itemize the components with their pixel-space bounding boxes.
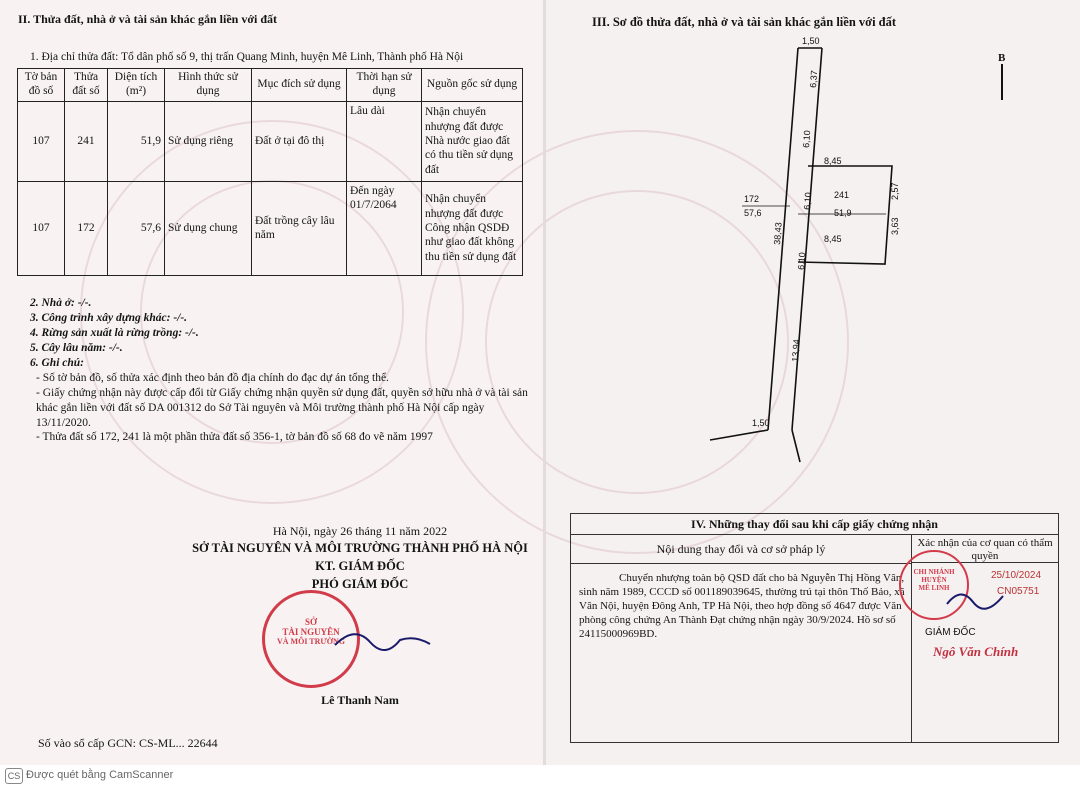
page-fold [543,0,546,765]
cell: Sử dụng riêng [165,101,252,181]
changes-col2-header: Xác nhận của cơ quan có thẩm quyền [912,535,1058,563]
label-6-10: 6,10 [801,129,813,149]
col-header: Nguồn gốc sử dụng [422,69,523,102]
stamp-text: SỞ [304,617,317,627]
cell: Nhận chuyển nhượng đất được Công nhận QSDĐ như giao đất không thu tiền sử dụng đất [422,181,523,275]
note-item: 3. Công trình xây dựng khác: -/-. [30,311,188,324]
signature [330,620,440,660]
cell: Sử dụng chung [165,181,252,275]
receipt-code: CN05751 [997,586,1040,597]
label-1-50-top: 1,50 [802,36,820,46]
label-8-45b: 8,45 [824,234,842,244]
stamp-text: TÀI NGUYÊN [282,627,340,637]
cell: Đến ngày 01/7/2064 [347,181,422,275]
stamp-text: MÊ LINH [918,584,950,592]
cell: Đất ở tại đô thị [252,101,347,181]
issue-date: Hà Nội, ngày 26 tháng 11 năm 2022 [272,524,448,538]
stamp-text: VÀ MÔI TRƯỜNG [277,637,345,646]
label-13-94: 13,94 [790,338,802,363]
north-arrow [1000,64,1004,100]
agency-name: SỞ TÀI NGUYÊN VÀ MÔI TRƯỜNG THÀNH PHỐ HÀ NỘI [192,541,528,555]
role-deputy: PHÓ GIÁM ĐỐC [311,577,409,591]
label-57-6: 57,6 [744,208,762,218]
scanner-text: Được quét bằng CamScanner [26,769,174,781]
north-arrow-label: B [998,52,1006,64]
label-6-10b: 6,10 [802,191,814,211]
changes-box [570,513,1059,743]
parcel-line [792,430,800,462]
director-name: Ngô Văn Chính [933,644,1019,659]
remark-item: - Số tờ bản đồ, số thửa xác định theo bản đồ địa chính do đạc dự án tổng thể. [36,371,389,384]
stamp-text: CHI NHÁNH [913,568,955,576]
signer-name: Lê Thanh Nam [321,693,399,707]
cell: Đất trồng cây lâu năm [252,181,347,275]
signature [943,584,1013,614]
role-kt: KT. GIÁM ĐỐC [315,559,405,573]
changes-col1-header: Nội dung thay đổi và cơ sở pháp lý [571,535,912,564]
label-1-50-bottom: 1,50 [752,418,770,428]
stamp-text: HUYỆN [921,576,947,584]
remark-item: - Giấy chứng nhận này được cấp đổi từ Giấy chứng nhận quyền sử dụng đất, quyền sở hữu nhà ở và tài sản khác gắn liền với đất số DA 001312 do Sở Tài nguyên và Môi trường thành phố Hà Nội cấp ngày 13/11/2020. [36,386,528,429]
table-row [18,181,523,275]
cell: 107 [18,181,65,275]
cell: 107 [18,101,65,181]
scanner-footer [0,765,1080,788]
notes-block [30,296,535,445]
change-content: Chuyển nhượng toàn bộ QSD đất cho bà Nguyễn Thị Hồng Vân, sinh năm 1989, CCCD số 001189039645, thường trú tại thôn Thố Bảo, xã Vân Nội, huyện Đông Anh, TP Hà Nội, theo hợp đồng số 4647 được Văn phòng công chứng An Thành Đạt chứng nhận ngày 30/9/2024. Hồ sơ số 24115000969BD. [579,572,905,640]
parcel-line [792,48,822,430]
section-3-title: III. Sơ đồ thửa đất, nhà ở và tài sản khác gắn liền với đất [592,15,897,29]
label-38-43: 38,43 [772,221,784,246]
cell: 57,6 [108,181,165,275]
serial-number: Số vào sổ cấp GCN: CS-ML... 22644 [38,736,218,750]
col-header: Tờ bản đồ số [18,69,65,102]
camscanner-logo-icon: CS [5,768,23,784]
parcel-diagram [700,30,950,470]
table-row [18,101,523,181]
label-8-45: 8,45 [824,156,842,166]
note-item: 5. Cây lâu năm: -/-. [30,341,123,354]
label-172: 172 [744,194,760,204]
director-role: GIÁM ĐỐC [925,627,976,638]
remark-item: - Thửa đất số 172, 241 là một phần thửa đất số 356-1, tờ bản đồ số 68 đo vẽ năm 1997 [36,431,433,444]
note-item: 4. Rừng sản xuất là rừng trồng: -/-. [30,326,199,339]
table-header-row [18,69,523,102]
label-2-57: 2,57 [890,182,900,200]
label-51-9: 51,9 [834,208,852,218]
note-item: 2. Nhà ở: -/-. [30,297,92,309]
section-2-title: II. Thửa đất, nhà ở và tài sản khác gắn liền với đất [18,12,278,26]
cell: 241 [65,101,108,181]
label-6-10c: 6,10 [796,251,808,271]
land-table [17,68,523,276]
col-header: Mục đích sử dụng [252,69,347,102]
cell: 172 [65,181,108,275]
label-6-37: 6,37 [808,69,820,89]
col-header: Thửa đất số [65,69,108,102]
label-3-63: 3,63 [890,217,900,235]
note-item: 6. Ghi chú: [30,356,84,369]
cell: Lâu dài [347,101,422,181]
label-241: 241 [834,190,850,200]
col-header: Diện tích (m²) [108,69,165,102]
col-header: Thời hạn sử dụng [347,69,422,102]
address-line: 1. Địa chỉ thửa đất: Tổ dân phố số 9, thị trấn Quang Minh, huyện Mê Linh, Thành phố Hà Nội [30,51,464,63]
changes-title: IV. Những thay đổi sau khi cấp giấy chứng nhận [571,514,1058,535]
parcel-line [710,430,768,440]
receipt-date: 25/10/2024 [991,570,1042,581]
cell: Nhận chuyển nhượng đất được Nhà nước giao đất có thu tiền sử dụng đất [422,101,523,181]
col-header: Hình thức sử dụng [165,69,252,102]
cell: 51,9 [108,101,165,181]
